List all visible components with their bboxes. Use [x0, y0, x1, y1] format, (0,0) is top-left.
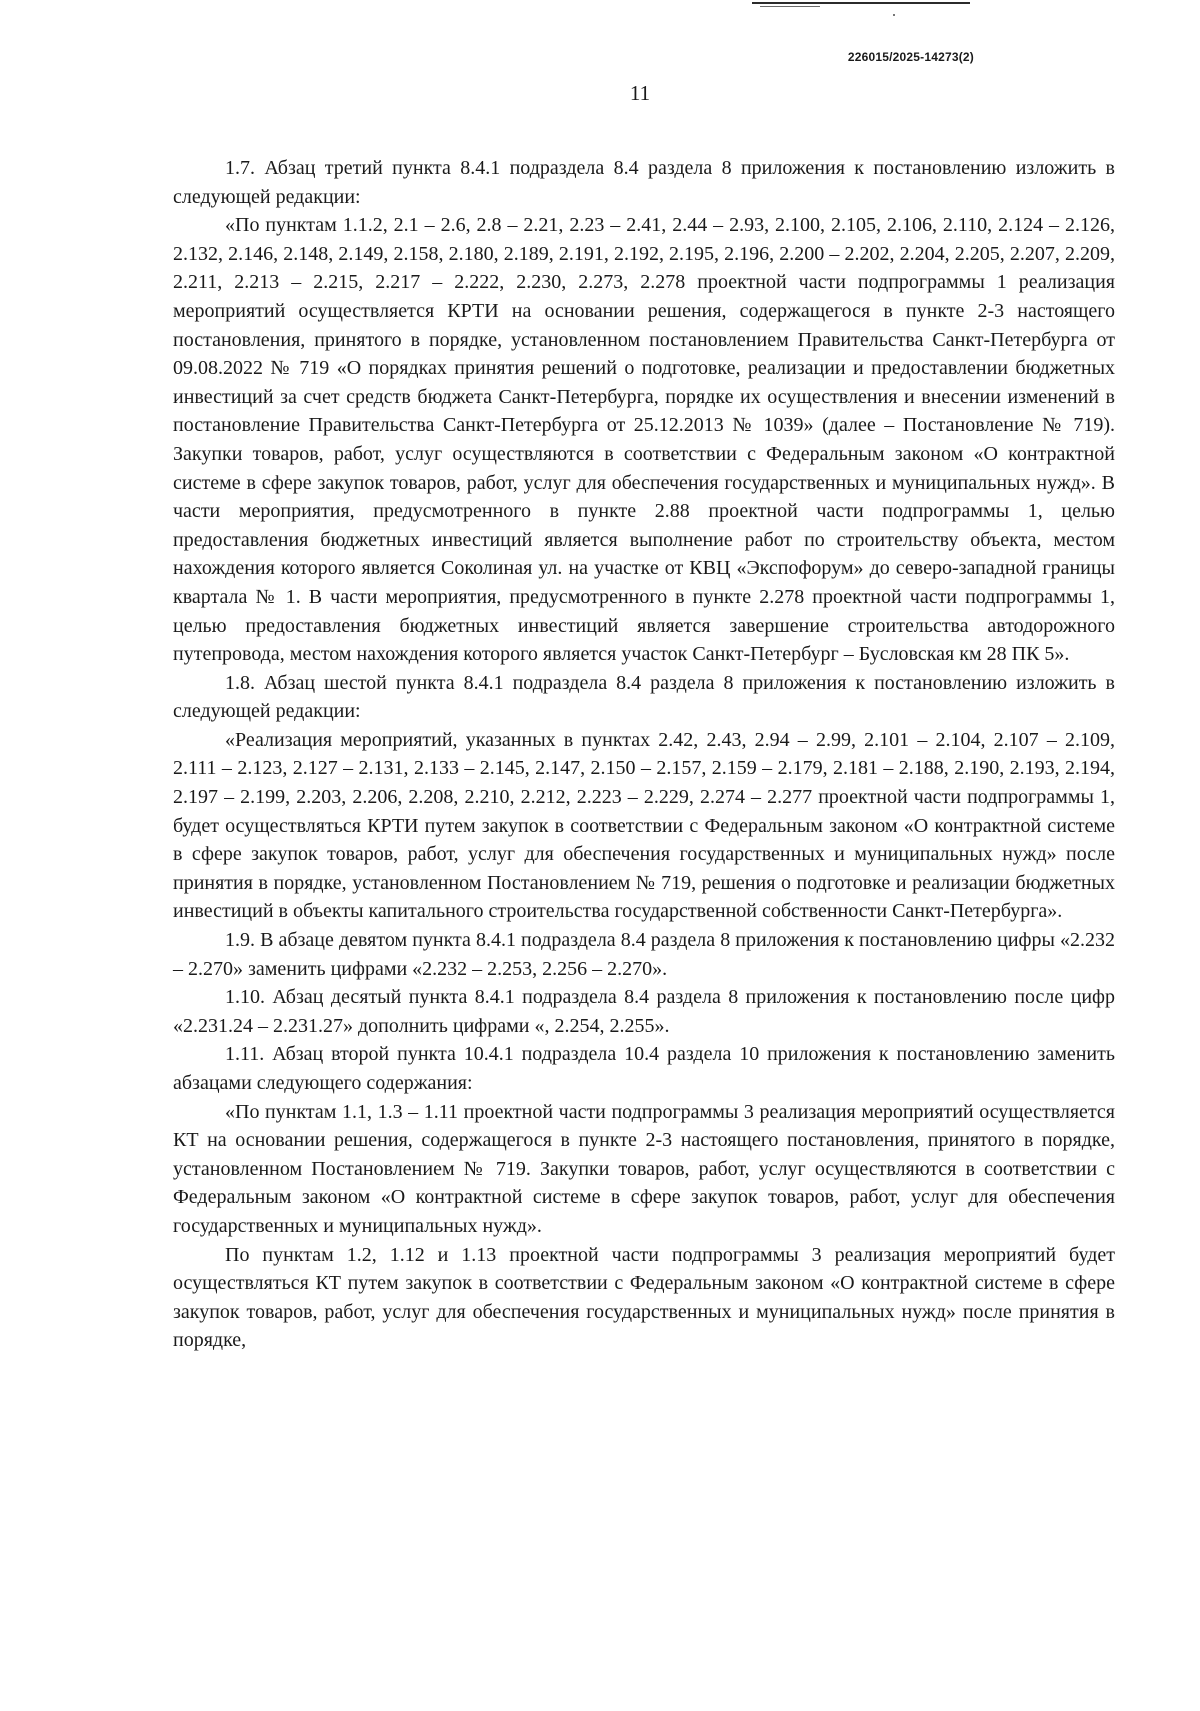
- scan-artifact-dot: [893, 14, 895, 16]
- paragraph-1-11-text-2: По пунктам 1.2, 1.12 и 1.13 проектной части подпрограммы 3 реализация мероприятий будет осуществляться КТ путем закупок в соответствии с Федеральным законом «О контрактной системе в сфере закупок товаров, работ, услуг для обеспечения государственных и муниципальных нужд» после принятия в порядке,: [173, 1243, 1115, 1352]
- paragraph-1-8-text: «Реализация мероприятий, указанных в пунктах 2.42, 2.43, 2.94 – 2.99, 2.101 – 2.104, 2.107 – 2.109, 2.111 – 2.123, 2.127 – 2.131, 2.133 – 2.145, 2.147, 2.150 – 2.157, 2.159 – 2.179, 2.181 – 2.188, 2.190, 2.193, 2.194, 2.197 – 2.199, 2.203, 2.206, 2.208, 2.210, 2.212, 2.223 – 2.229, 2.274 – 2.277 проектной части подпрограммы 1, будет осуществляться КРТИ путем закупок в соответствии с Федеральным законом «О контрактной системе в сфере закупок товаров, работ, услуг для обеспечения государственных и муниципальных нужд» после принятия в порядке, установленном Постановлением № 719, решения о подготовке и реализации бюджетных инвестиций в объекты капитального строительства государственной собственности Санкт-Петербурга».: [173, 728, 1115, 923]
- paragraph-1-10: 1.10. Абзац десятый пункта 8.4.1 подраздела 8.4 раздела 8 приложения к постановлению после цифр «2.231.24 – 2.231.27» дополнить цифрами «, 2.254, 2.255».: [173, 986, 1115, 1037]
- paragraph-1-7: 1.7. Абзац третий пункта 8.4.1 подраздела 8.4 раздела 8 приложения к постановлению изложить в следующей редакции:: [173, 157, 1115, 208]
- paragraph-1-9: 1.9. В абзаце девятом пункта 8.4.1 подраздела 8.4 раздела 8 приложения к постановлению цифры «2.232 – 2.270» заменить цифрами «2.232 – 2.253, 2.256 – 2.270».: [173, 929, 1115, 980]
- scan-artifact-line: [752, 2, 970, 4]
- paragraph-1-11-text-1: «По пунктам 1.1, 1.3 – 1.11 проектной части подпрограммы 3 реализация мероприятий осуществляется КТ на основании решения, содержащегося в пункте 2-3 настоящего постановления, принятого в порядке, установленном Постановлением № 719. Закупки товаров, работ, услуг осуществляются в соответствии с Федеральным законом «О контрактной системе в сфере закупок товаров, работ, услуг для обеспечения государственных и муниципальных нужд».: [173, 1100, 1115, 1237]
- scan-artifact-dash: [760, 6, 820, 7]
- document-number: 226015/2025-14273(2): [847, 50, 974, 64]
- document-body: [173, 154, 1115, 1355]
- paragraph-1-7-text: «По пунктам 1.1.2, 2.1 – 2.6, 2.8 – 2.21, 2.23 – 2.41, 2.44 – 2.93, 2.100, 2.105, 2.106, 2.110, 2.124 – 2.126, 2.132, 2.146, 2.148, 2.149, 2.158, 2.180, 2.189, 2.191, 2.192, 2.195, 2.196, 2.200 – 2.202, 2.204, 2.205, 2.207, 2.209, 2.211, 2.213 – 2.215, 2.217 – 2.222, 2.230, 2.273, 2.278 проектной части подпрограммы 1 реализация мероприятий осуществляется КРТИ на основании решения, содержащегося в пункте 2-3 настоящего постановления, принятого в порядке, установленном постановлением Правительства Санкт-Петербурга от 09.08.2022 № 719 «О порядках принятия решений о подготовке, реализации и предоставлении бюджетных инвестиций за счет средств бюджета Санкт-Петербурга, порядке их осуществления и внесении изменений в постановление Правительства Санкт-Петербурга от 25.12.2013 № 1039» (далее – Постановление № 719). Закупки товаров, работ, услуг осуществляются в соответствии с Федеральным законом «О контрактной системе в сфере закупок товаров, работ, услуг для обеспечения государственных и муниципальных нужд». В части мероприятия, предусмотренного в пункте 2.88 проектной части подпрограммы 1, целью предоставления бюджетных инвестиций является выполнение работ по строительству объекта, местом нахождения которого является Соколиная ул. на участке от КВЦ «Экспофорум» до северо-западной границы квартала № 1. В части мероприятия, предусмотренного в пункте 2.278 проектной части подпрограммы 1, целью предоставления бюджетных инвестиций является завершение строительства автодорожного путепровода, местом нахождения которого является участок Санкт-Петербург – Бусловская км 28 ПК 5».: [173, 214, 1115, 666]
- paragraph-1-11: 1.11. Абзац второй пункта 10.4.1 подраздела 10.4 раздела 10 приложения к постановлению заменить абзацами следующего содержания:: [173, 1043, 1115, 1094]
- paragraph-1-8: 1.8. Абзац шестой пункта 8.4.1 подраздела 8.4 раздела 8 приложения к постановлению изложить в следующей редакции:: [173, 671, 1115, 723]
- page-number: 11: [629, 81, 651, 105]
